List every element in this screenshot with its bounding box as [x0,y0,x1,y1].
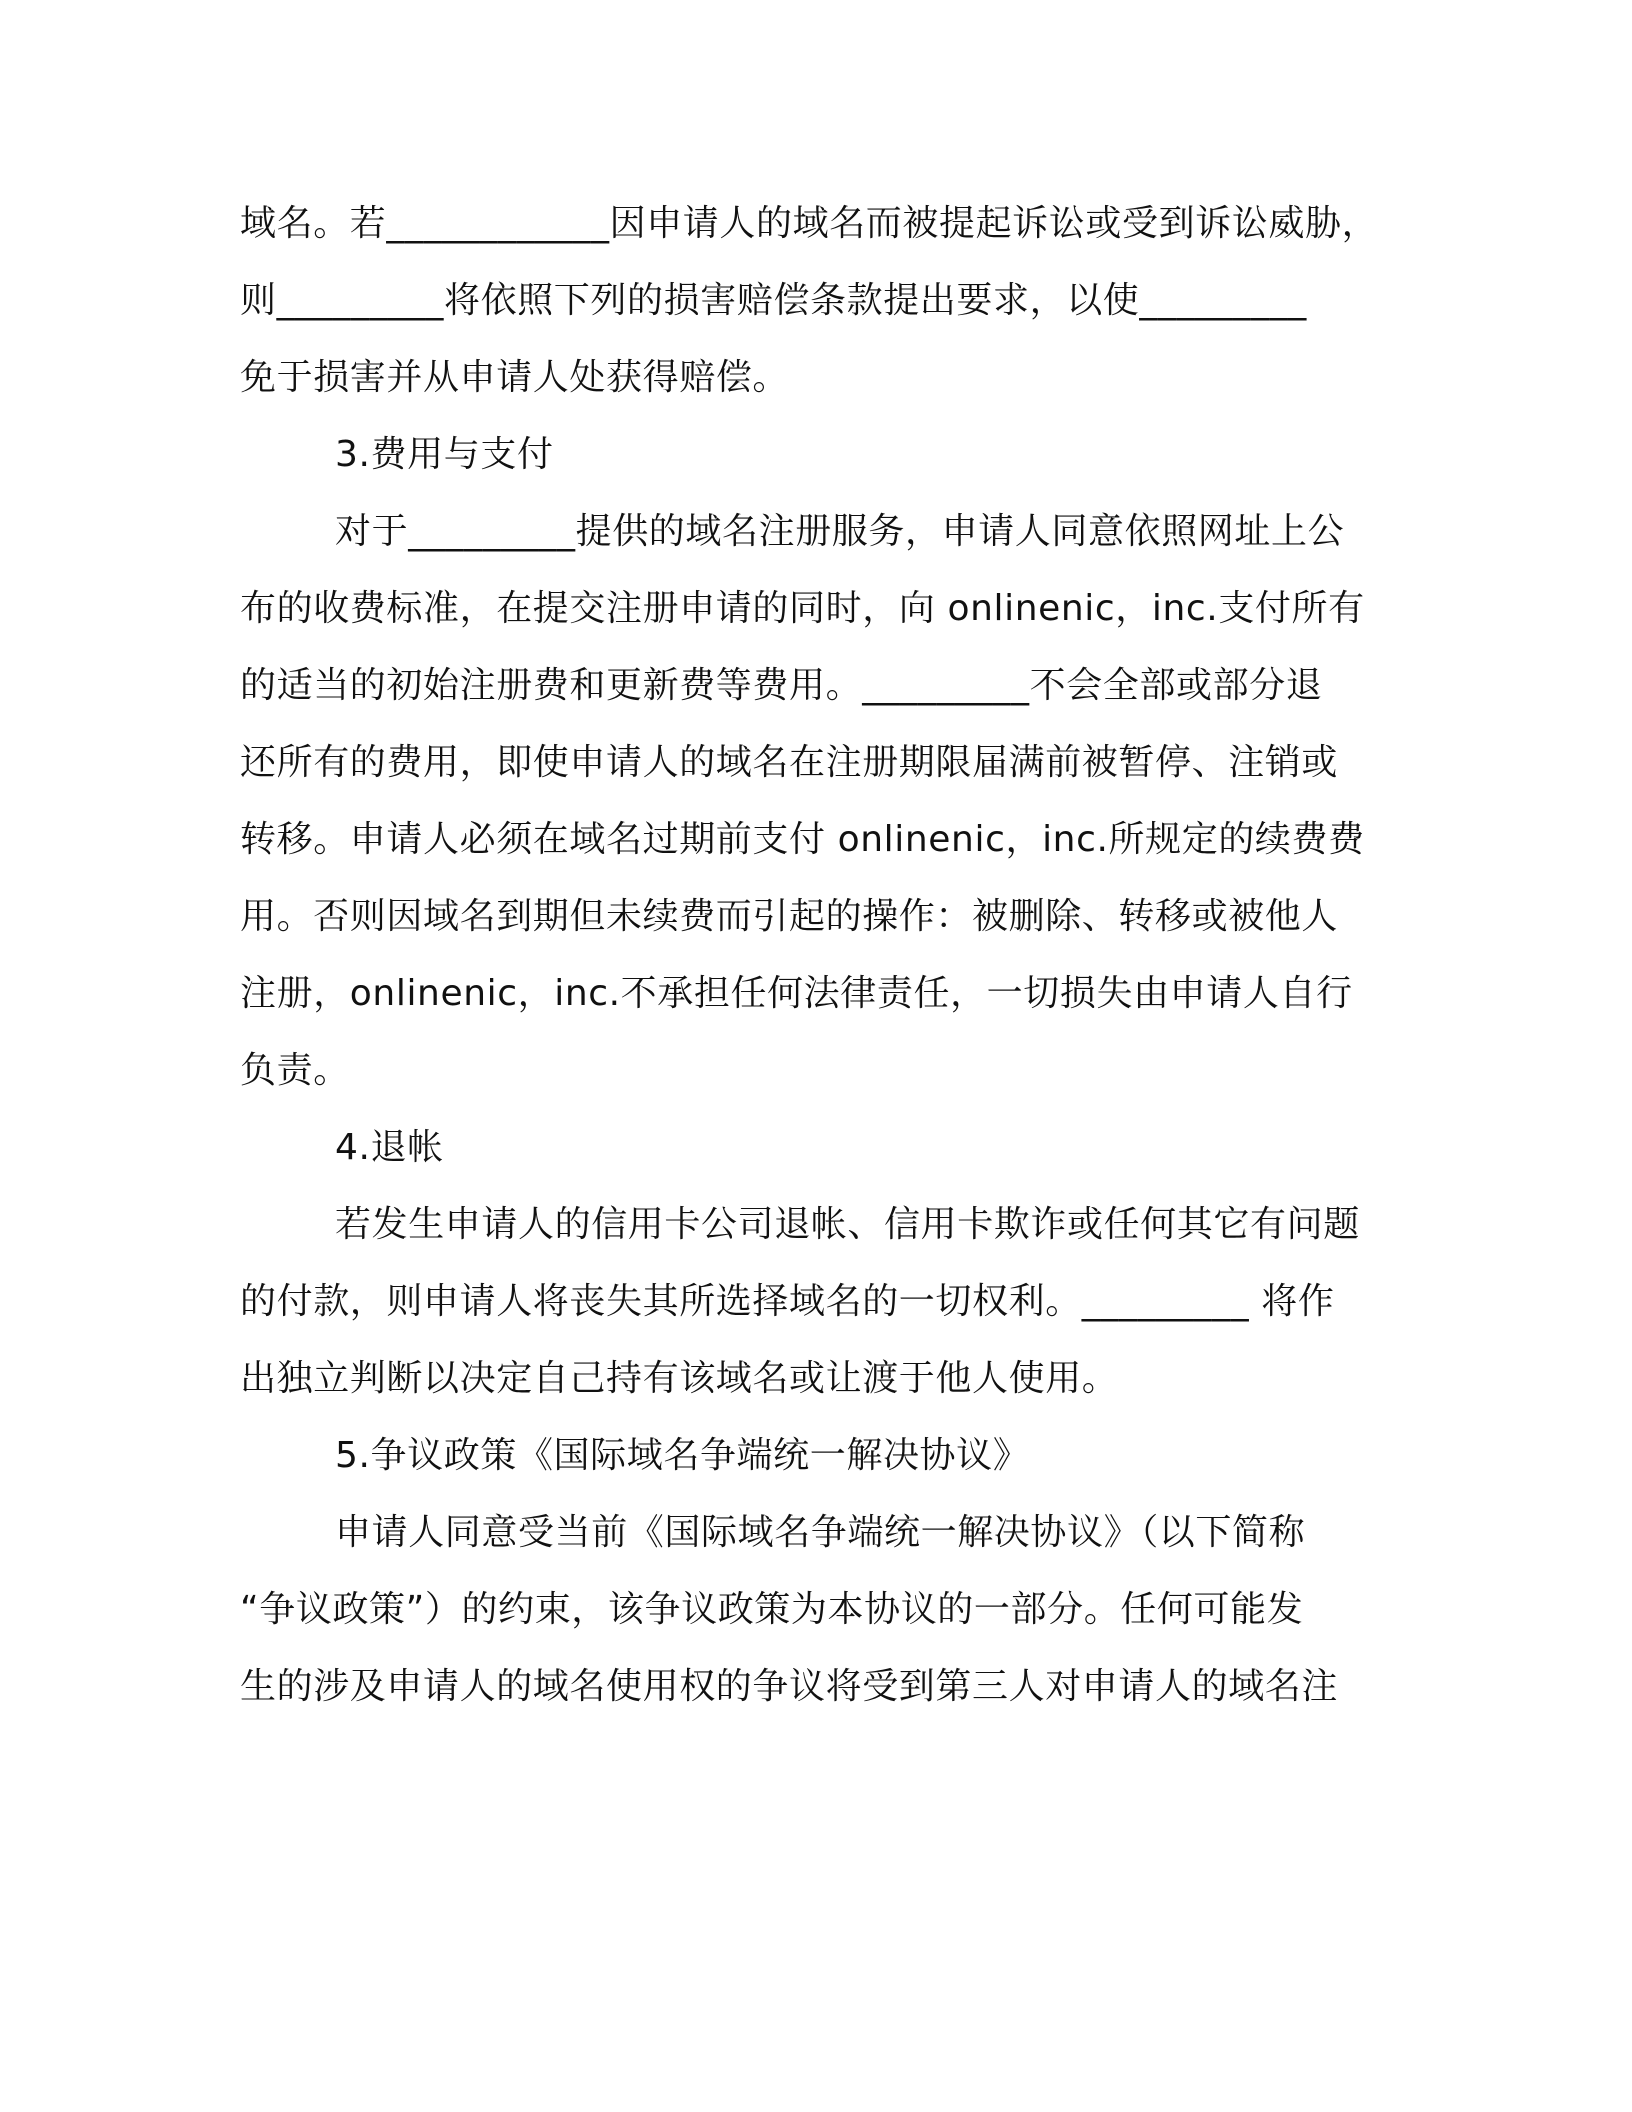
section-heading-fees: 3.费用与支付 [335,434,554,475]
paragraph-line: 还所有的费用，即使申请人的域名在注册期限届满前被暂停、注销或 [240,742,1339,783]
section-heading-chargeback: 4.退帐 [335,1127,444,1168]
paragraph-line: 对于_________提供的域名注册服务，申请人同意依照网址上公 [335,511,1345,552]
paragraph-line: 生的涉及申请人的域名使用权的争议将受到第三人对申请人的域名注 [240,1666,1339,1707]
paragraph-line: 域名。若____________因申请人的域名而被提起诉讼或受到诉讼威胁， [240,203,1379,244]
paragraph-line: 的适当的初始注册费和更新费等费用。_________不会全部或部分退 [240,665,1323,706]
paragraph-line: 布的收费标准，在提交注册申请的同时，向 onlinenic，inc.支付所有 [240,588,1365,629]
paragraph-line: 出独立判断以决定自己持有该域名或让渡于他人使用。 [240,1358,1119,1399]
paragraph-line: 则_________将依照下列的损害赔偿条款提出要求，以使_________ [240,280,1307,321]
paragraph-line: 用。否则因域名到期但未续费而引起的操作：被删除、转移或被他人 [240,896,1339,937]
paragraph-line: 申请人同意受当前《国际域名争端统一解决协议》（以下简称 [335,1512,1306,1553]
paragraph-line: 注册，onlinenic，inc.不承担任何法律责任，一切损失由申请人自行 [240,973,1353,1014]
paragraph-line: 转移。申请人必须在域名过期前支付 onlinenic，inc.所规定的续费费 [240,819,1365,860]
paragraph-line: 负责。 [240,1050,350,1091]
document-page [240,185,1380,1725]
paragraph-line: 若发生申请人的信用卡公司退帐、信用卡欺诈或任何其它有问题 [335,1204,1360,1245]
paragraph-line: “争议政策”）的约束，该争议政策为本协议的一部分。任何可能发 [240,1589,1304,1630]
section-heading-dispute-policy: 5.争议政策《国际域名争端统一解决协议》 [335,1435,1030,1476]
paragraph-line: 的付款，则申请人将丧失其所选择域名的一切权利。_________ 将作 [240,1281,1335,1322]
paragraph-line: 免于损害并从申请人处获得赔偿。 [240,357,790,398]
